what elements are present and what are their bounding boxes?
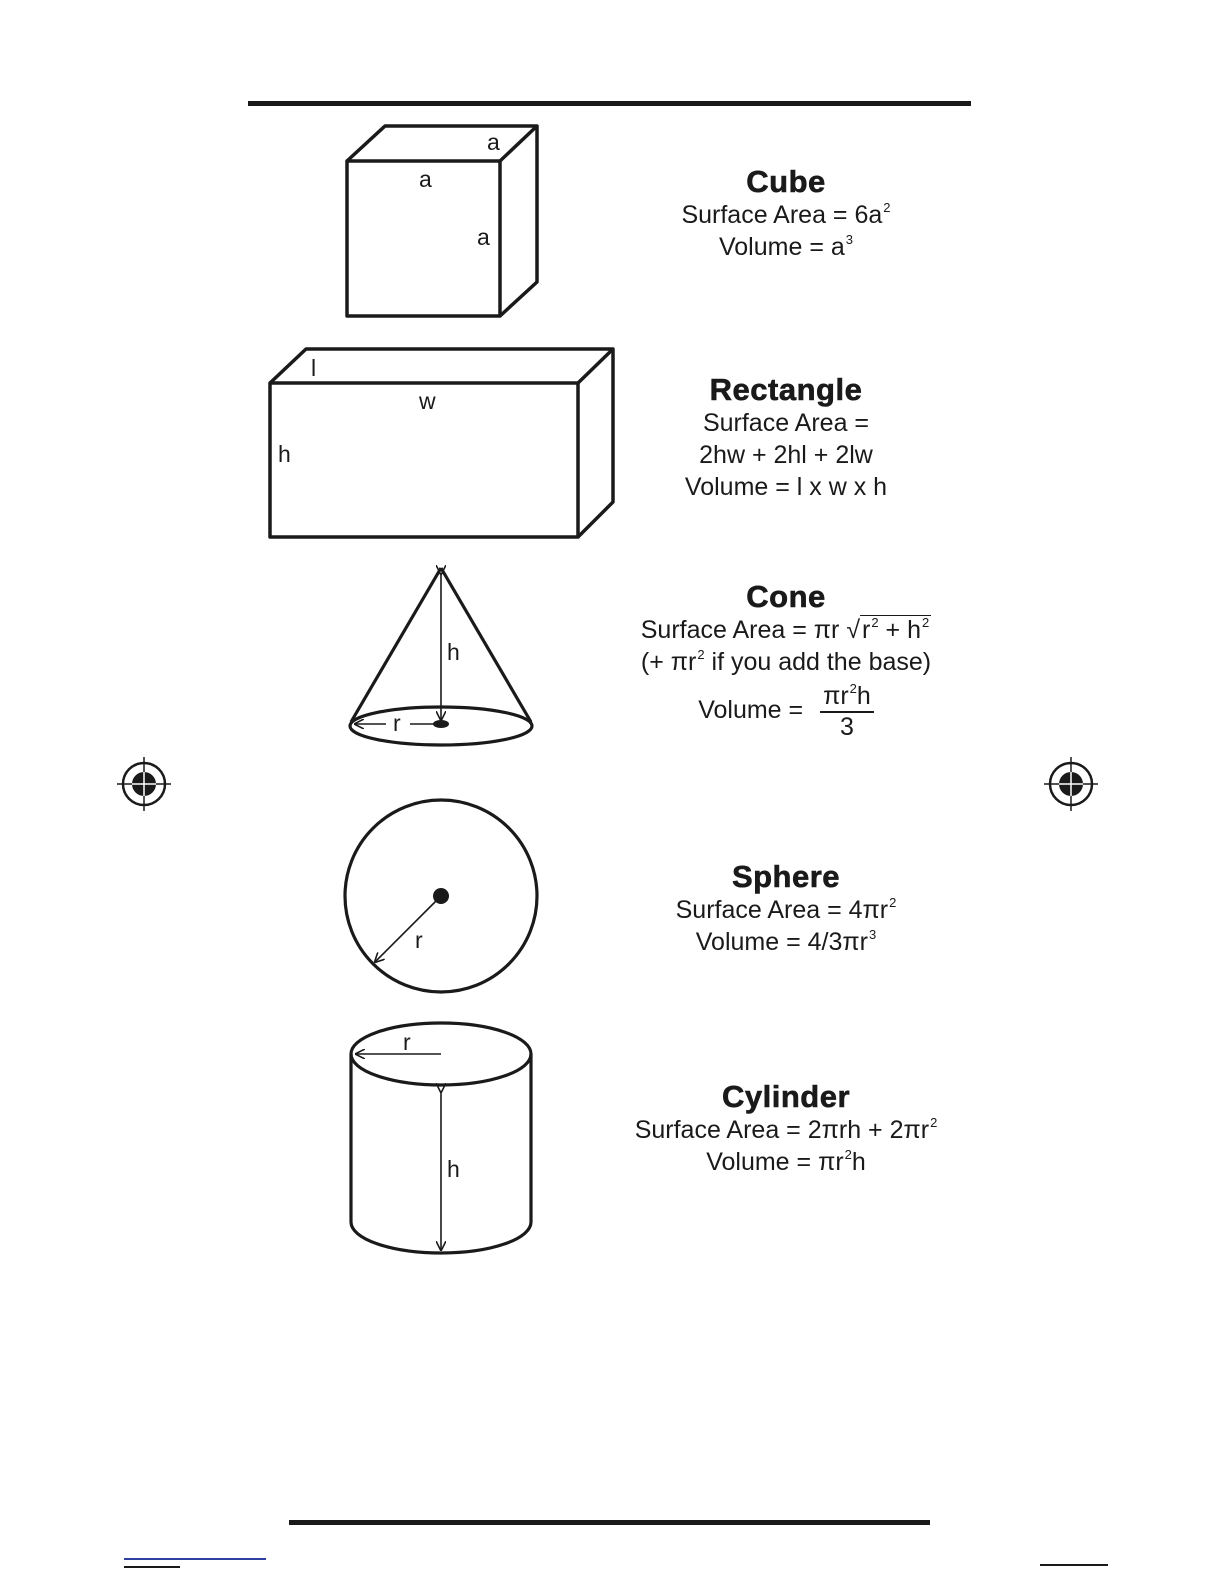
cylinder-label-radius: r	[403, 1029, 411, 1055]
cone-center-dot	[433, 720, 449, 728]
cone-surface-area: Surface Area = πr $√r^2 + h^2$	[640, 615, 930, 644]
sphere-volume: Volume = $4/3\pi r^3$	[695, 927, 877, 956]
sphere-label-radius: r	[415, 927, 423, 953]
registration-mark-icon	[1044, 757, 1098, 811]
cube-drawing	[347, 126, 537, 316]
rectangle-title: Rectangle	[709, 372, 863, 407]
cube-title: Cube	[746, 164, 826, 199]
sphere-title: Sphere	[731, 859, 841, 894]
rectangle-surface-area-expression: 2hw + 2hl + 2lw	[699, 441, 873, 469]
sphere-formula-block	[636, 860, 936, 958]
square-root-icon: $√r^2 + h^2$	[846, 615, 930, 644]
rectangle-label-length: l	[311, 355, 317, 381]
rectangle-drawing	[270, 349, 613, 537]
registration-mark-icon	[117, 757, 171, 811]
cube-surface-area: Surface Area = $6a^2$	[681, 200, 891, 229]
cylinder-label-height: h	[447, 1156, 460, 1182]
cone-label-height: h	[447, 639, 460, 665]
cone-label-radius: r	[393, 710, 401, 736]
rectangle-volume: Volume = l x w x h	[684, 473, 888, 501]
cone-volume: Volume = $\frac{\pi r^2h}{3}$	[616, 682, 956, 741]
rectangle-formula-block	[636, 373, 936, 503]
cylinder-surface-area: Surface Area = $2\pi rh + 2\pi r^2$	[634, 1115, 938, 1144]
rectangle-label-width: w	[419, 388, 436, 414]
cube-volume: Volume = $a^3$	[718, 232, 853, 261]
cube-formula-block	[636, 165, 936, 263]
cone-formula-block	[616, 580, 956, 741]
cube-label-top: a	[487, 129, 500, 155]
cone-base-note: (+ $\pi r^2$ if you add the base)	[640, 647, 932, 676]
cylinder-formula-block	[616, 1080, 956, 1178]
rectangle-surface-area-label: Surface Area =	[702, 409, 870, 437]
sphere-radius-arrow	[375, 896, 441, 962]
cube-label-front: a	[419, 166, 432, 192]
sphere-surface-area: Surface Area = $4\pi r^2$	[675, 895, 897, 924]
cylinder-title: Cylinder	[721, 1079, 851, 1114]
cylinder-volume: Volume = $\pi r^2h$	[706, 1147, 866, 1176]
cube-label-side: a	[477, 224, 490, 250]
rectangle-label-height: h	[278, 441, 291, 467]
cone-volume-fraction: $\frac{\pi r^2h}{3}$	[820, 682, 874, 741]
cone-title: Cone	[746, 579, 826, 614]
